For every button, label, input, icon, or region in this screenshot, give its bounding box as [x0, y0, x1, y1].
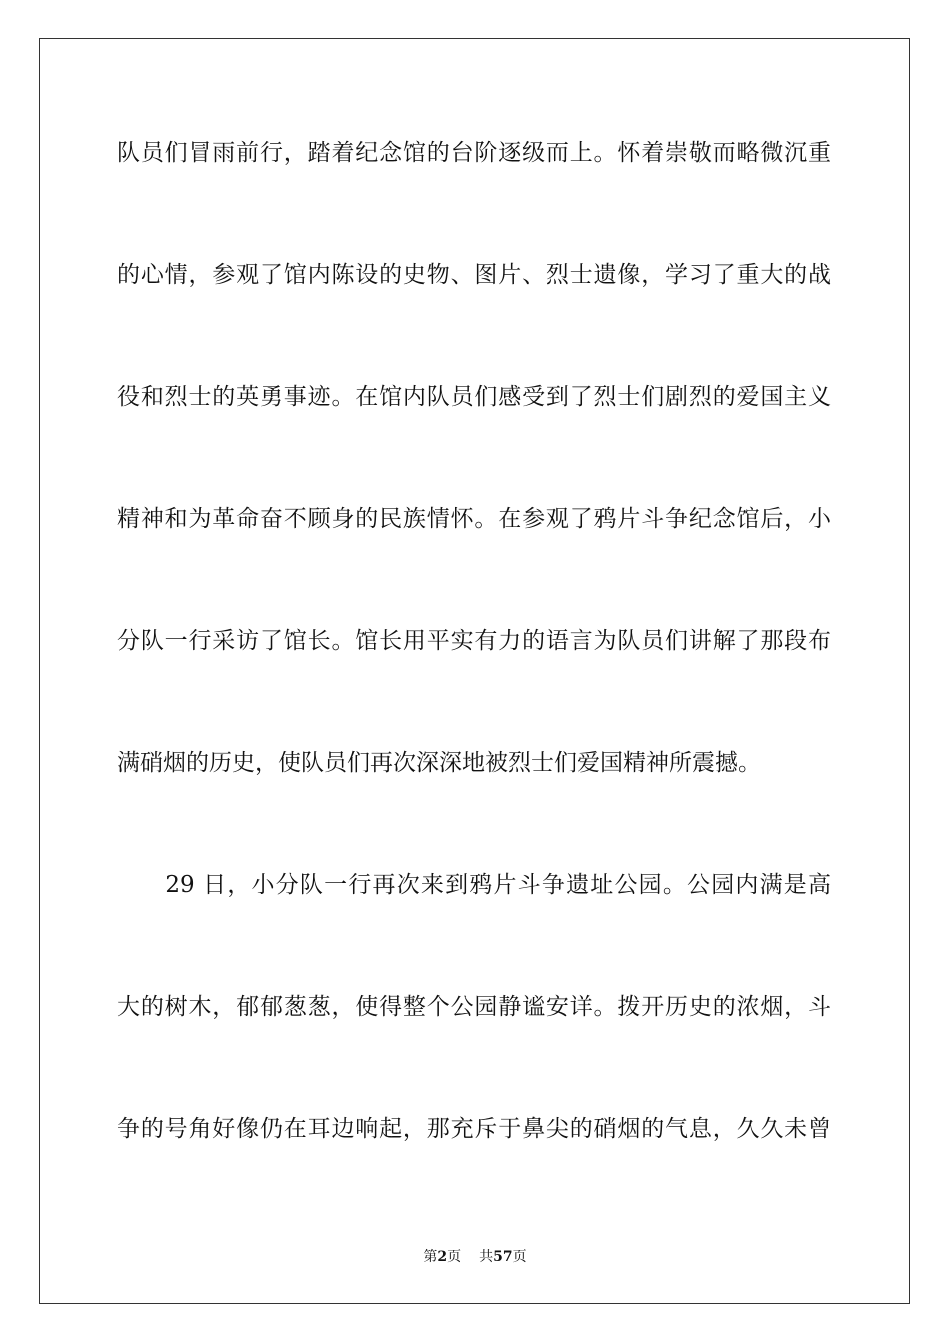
paragraph-line: 29 日，小分队一行再次来到鸦片斗争遗址公园。公园内满是高	[117, 872, 831, 898]
paragraph-line: 役和烈士的英勇事迹。在馆内队员们感受到了烈士们剧烈的爱国主义	[117, 384, 831, 410]
paragraph-line: 精神和为革命奋不顾身的民族情怀。在参观了鸦片斗争纪念馆后，小	[117, 506, 831, 532]
paragraph-line: 分队一行采访了馆长。馆长用平实有力的语言为队员们讲解了那段布	[117, 628, 831, 654]
page-footer	[0, 1247, 950, 1267]
total-prefix: 共	[479, 1249, 494, 1265]
page-number: 2	[437, 1249, 448, 1265]
page-prefix: 第	[423, 1249, 438, 1265]
paragraph-line: 满硝烟的历史，使队员们再次深深地被烈士们爱国精神所震撼。	[117, 750, 761, 776]
paragraph-line: 大的树木，郁郁葱葱，使得整个公园静谧安详。拨开历史的浓烟，斗	[117, 994, 831, 1020]
paragraph-line: 争的号角好像仍在耳边响起，那充斥于鼻尖的硝烟的气息，久久未曾	[117, 1116, 831, 1142]
paragraph-line: 的心情，参观了馆内陈设的史物、图片、烈士遗像，学习了重大的战	[117, 262, 831, 288]
total-suffix: 页	[512, 1249, 527, 1265]
page-suffix: 页	[447, 1249, 462, 1265]
paragraph-line: 队员们冒雨前行，踏着纪念馆的台阶逐级而上。怀着崇敬而略微沉重	[117, 140, 831, 166]
total-pages: 57	[493, 1249, 513, 1265]
